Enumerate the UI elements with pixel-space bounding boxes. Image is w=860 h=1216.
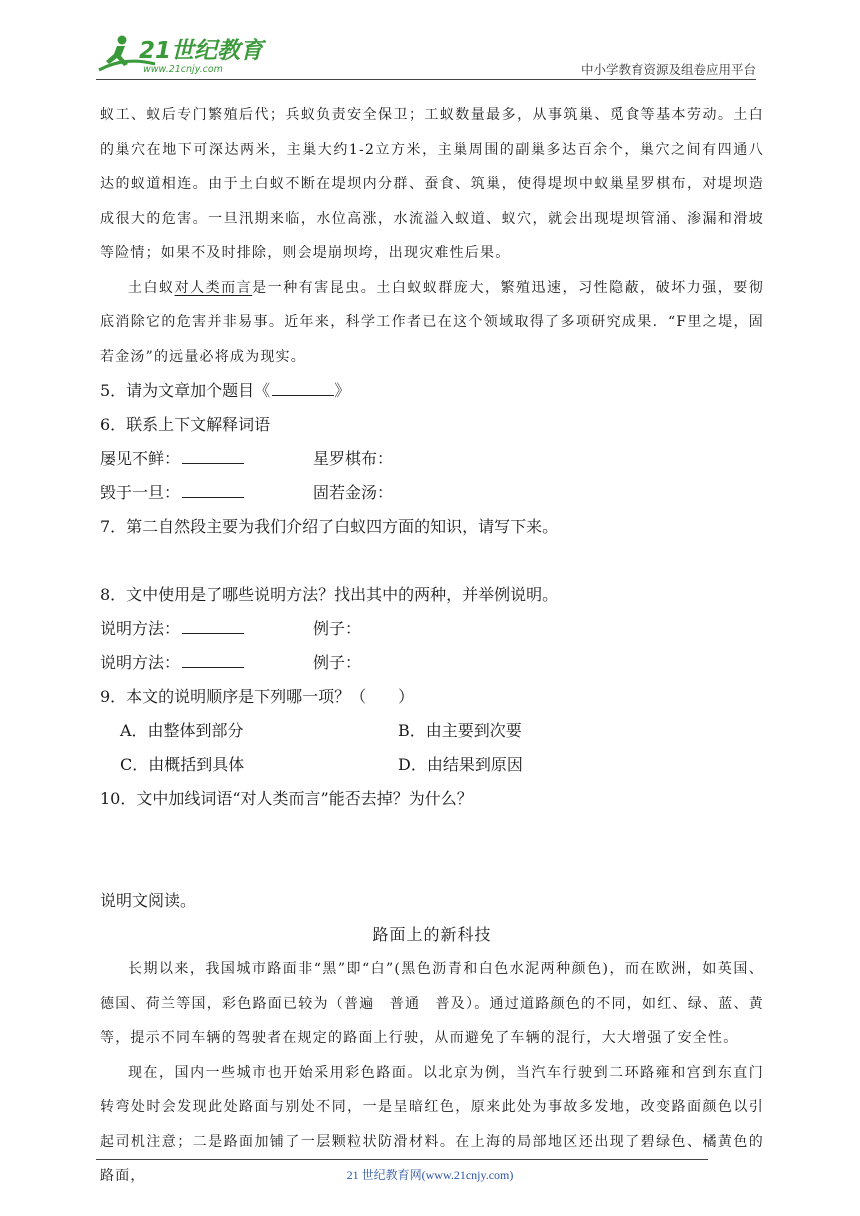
q6-row-2 [100, 476, 764, 510]
q9-options-row-2 [100, 748, 764, 782]
method-label: 说明方法： [100, 653, 181, 672]
answer-blank[interactable] [272, 381, 334, 396]
q5-text: 5．请为文章加个题目《 [100, 381, 271, 400]
q6-term: 星罗棋布： [313, 449, 394, 468]
question-9: 9．本文的说明顺序是下列哪一项？（ ） [100, 687, 415, 706]
page-header [0, 0, 860, 82]
passage2-para2: 现在，国内一些城市也开始采用彩色路面。以北京为例，当汽车行驶到二环路雍和宫到东直门转弯处时会发现此处路面与别处不同，一是呈暗红色，原来此处为事故多发地，改变路面颜色以引起司机注意；二是路面加铺了一层颗粒状防滑材料。在上海的局部地区还出现了碧绿色、橘黄色的路面， [100, 1064, 764, 1184]
q9-options-row-1 [100, 714, 764, 748]
q6-term: 屡见不鲜： [100, 449, 181, 468]
q8-row-2 [100, 646, 764, 680]
answer-blank[interactable] [182, 619, 244, 634]
q6-term: 毁于一旦： [100, 483, 181, 502]
header-divider [96, 79, 756, 80]
page-footer: 21 世纪教育网(www.21cnjy.com) [346, 1168, 514, 1182]
option-c[interactable]: C．由概括到具体 [120, 755, 245, 774]
q6-term: 固若金汤： [313, 483, 394, 502]
underlined-phrase: 对人类而言 [174, 279, 253, 296]
section2-intro: 说明文阅读。 [100, 891, 197, 910]
passage2-para1: 长期以来，我国城市路面非“黑”即“白”(黑色沥青和白色水泥两种颜色)，而在欧洲，如英国、德国、荷兰等国，彩色路面已较为（普遍 普通 普及）。通过道路颜色的不同，如红、绿、蓝、黄等，提示不同车辆的驾驶者在规定的路面上行驶，从而避免了车辆的混行，大大增强了安全性。 [100, 961, 764, 1046]
answer-blank[interactable] [182, 653, 244, 668]
logo-text: 21世纪教育 [139, 38, 264, 64]
example-label: 例子： [313, 653, 362, 672]
q6-row-1 [100, 442, 764, 476]
question-7: 7．第二自然段主要为我们介绍了白蚁四方面的知识，请写下来。 [100, 517, 559, 536]
para2-lead: 土白蚁 [128, 279, 175, 296]
logo [95, 34, 295, 78]
answer-blank[interactable] [182, 449, 244, 464]
passage2-title: 路面上的新科技 [372, 925, 492, 944]
question-5 [100, 374, 764, 408]
question-10: 10．文中加线词语“对人类而言”能否去掉？为什么？ [100, 789, 473, 808]
answer-blank[interactable] [182, 483, 244, 498]
example-label: 例子： [313, 619, 362, 638]
question-6: 6．联系上下文解释词语 [100, 415, 271, 434]
question-8: 8．文中使用是了哪些说明方法？找出其中的两种，并举例说明。 [100, 585, 559, 604]
option-a[interactable]: A．由整体到部分 [120, 721, 244, 740]
q8-row-1 [100, 612, 764, 646]
para2-rest: 是一种有害昆虫。土白蚁蚁群庞大，繁殖迅速，习性隐蔽，破坏力强，要彻底消除它的危害并非易事。近年来，科学工作者已在这个领域取得了多项研究成果．“F里之堤，固若金汤”的远量必将成为现实。 [100, 279, 764, 365]
logo-url: www.21cnjy.com [143, 64, 223, 75]
footer-divider [96, 1159, 708, 1160]
method-label: 说明方法： [100, 619, 181, 638]
document-body [100, 98, 764, 1194]
option-d[interactable]: D．由结果到原因 [398, 755, 523, 774]
option-b[interactable]: B．由主要到次要 [398, 721, 522, 740]
q5-close: 》 [334, 381, 351, 400]
passage1-para1: 蚁工、蚁后专门繁殖后代；兵蚁负责安全保卫；工蚁数量最多，从事筑巢、觅食等基本劳动。土白的巢穴在地下可深达两米，主巢大约1-2立方米，主巢周围的副巢多达百余个，巢穴之间有四通八达的蚁道相连。由于土白蚁不断在堤坝内分群、蚕食、筑巢，使得堤坝中蚁巢星罗棋布，对堤坝造成很大的危害。一旦汛期来临，水位高涨，水流溢入蚁道、蚁穴，就会出现堤坝管涌、渗漏和滑坡等险情；如果不及时排除，则会堤崩坝垮，出现灾难性后果。 [100, 107, 764, 261]
platform-name: 中小学教育资源及组卷应用平台 [580, 62, 756, 77]
passage1-para2 [100, 271, 764, 375]
